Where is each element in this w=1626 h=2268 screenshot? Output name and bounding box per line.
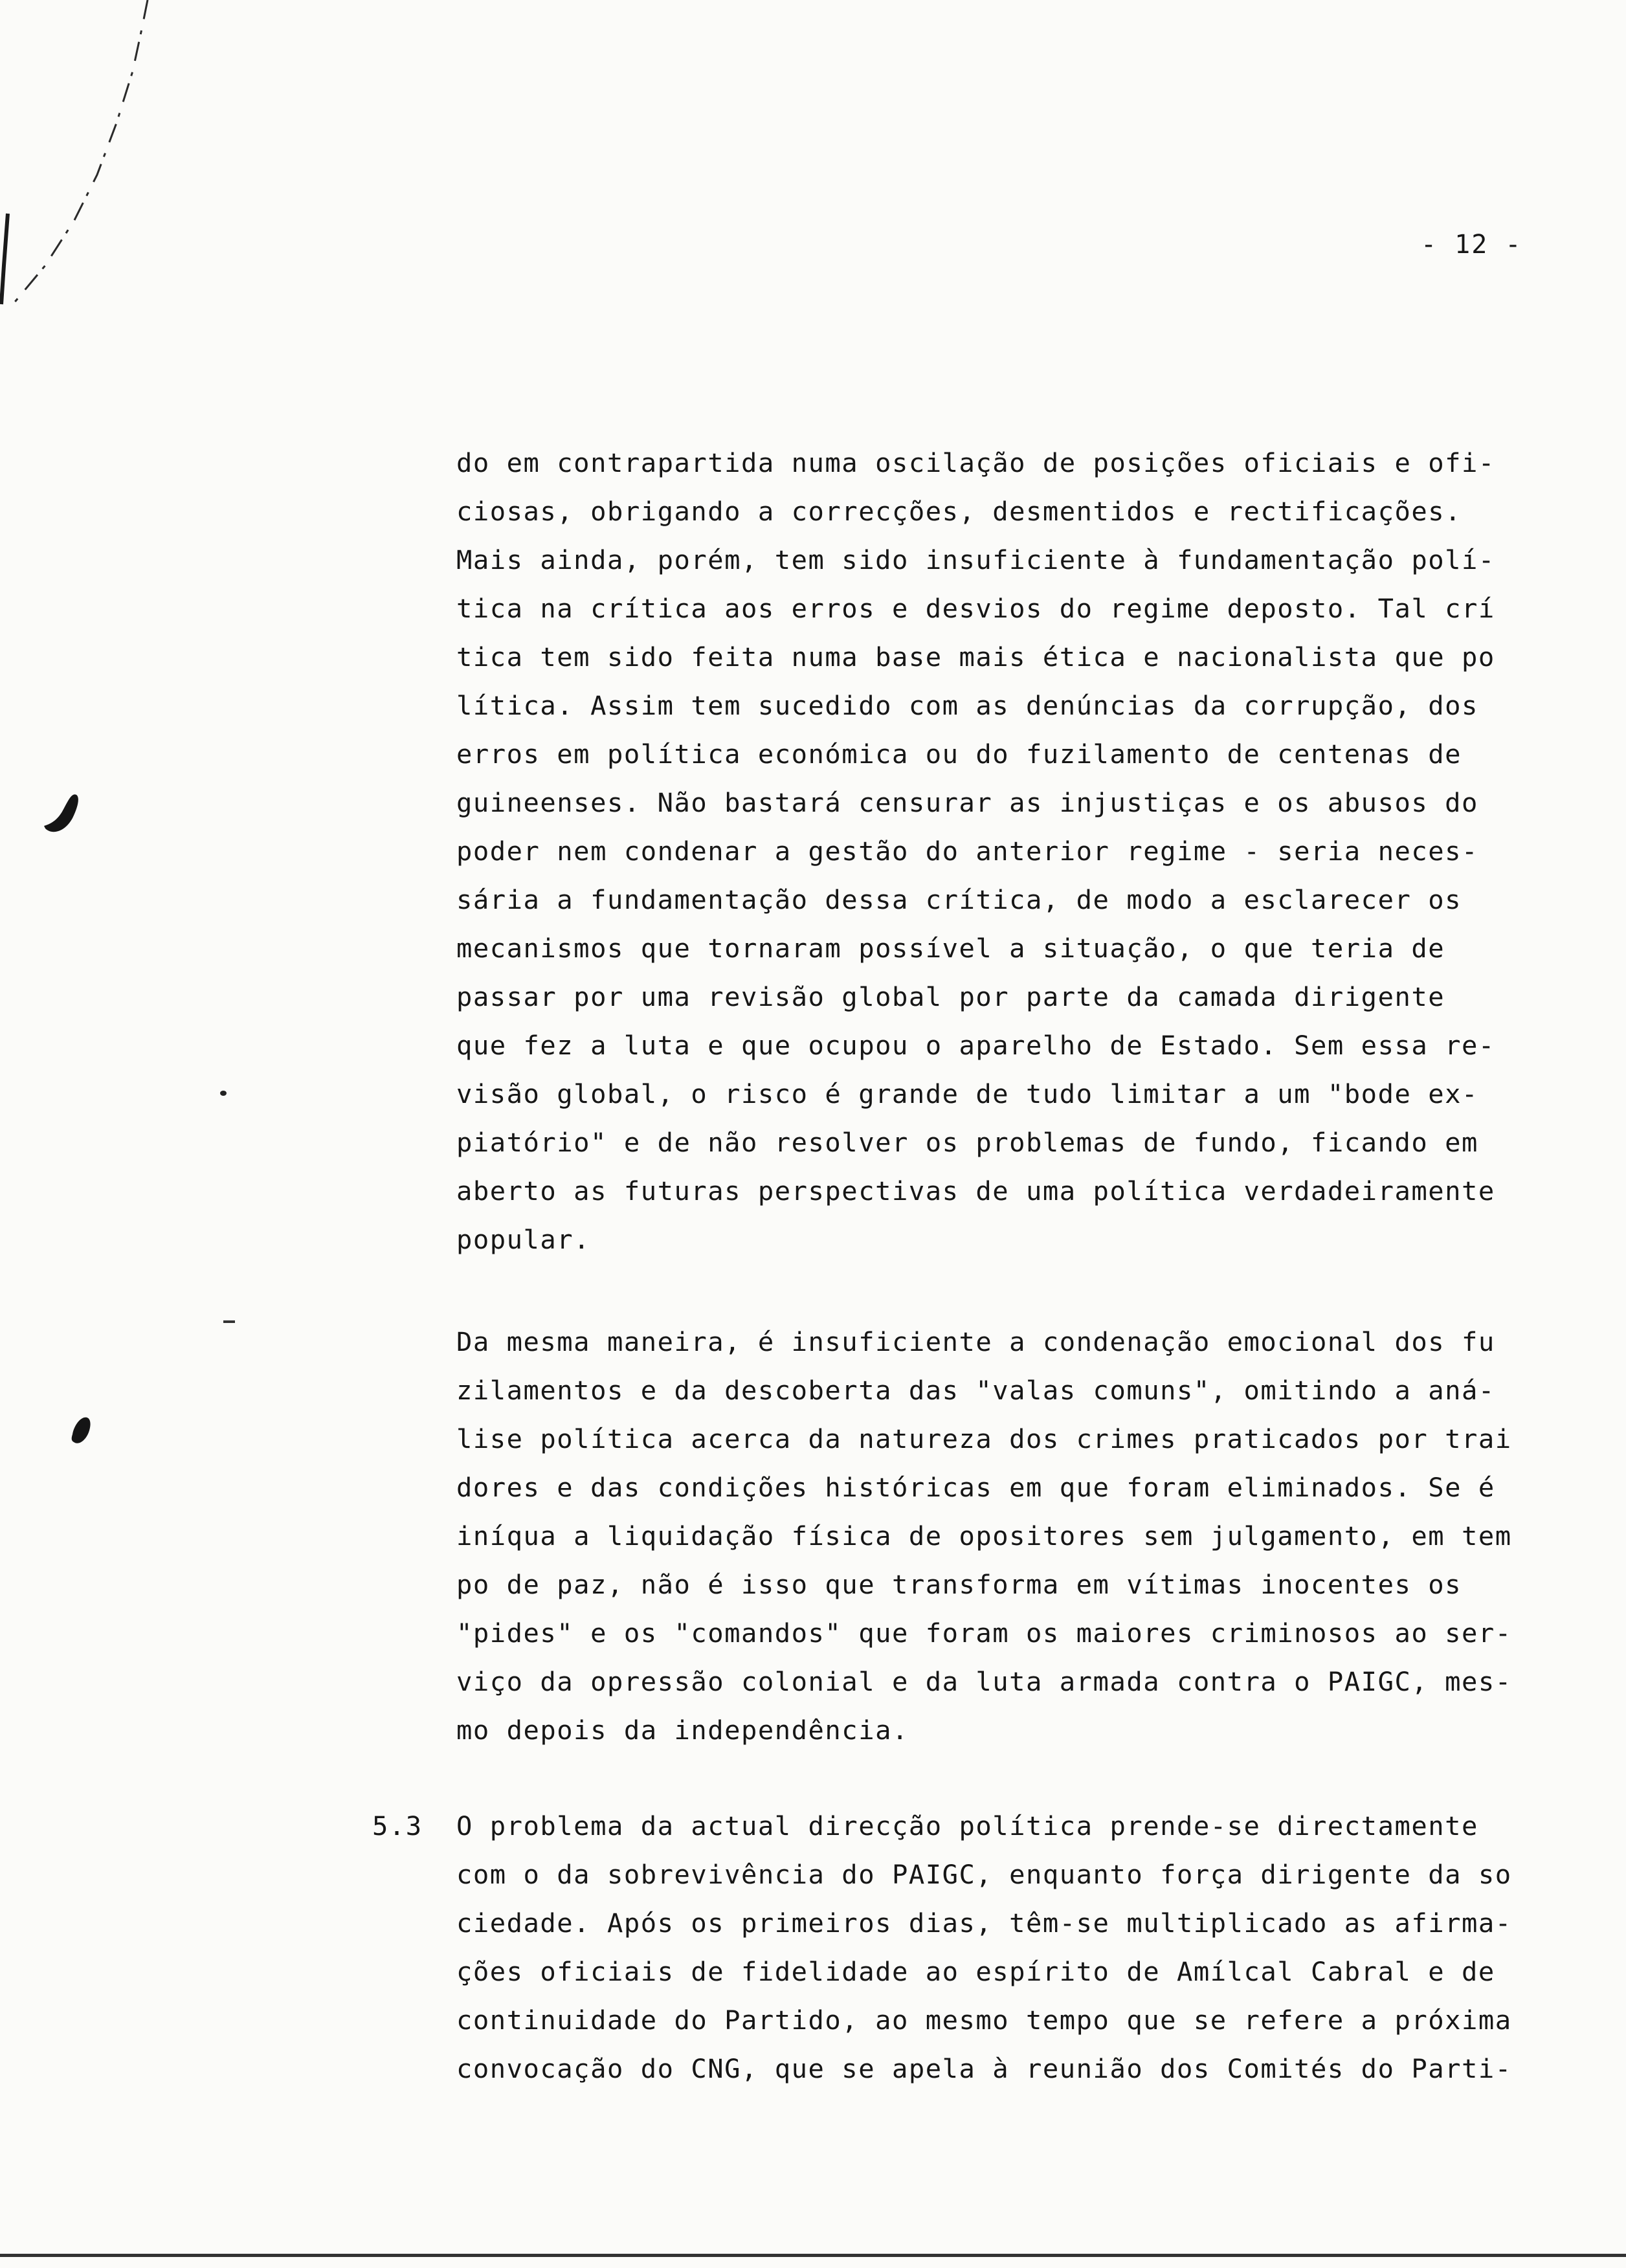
text-line: viço da opressão colonial e da luta armada contra o PAIGC, mes- bbox=[456, 1666, 1512, 1697]
text-line: continuidade do Partido, ao mesmo tempo que se refere a próxima bbox=[456, 2005, 1512, 2036]
page-number: - 12 - bbox=[1421, 230, 1522, 260]
text-line: "pides" e os "comandos" que foram os maiores criminosos ao ser- bbox=[456, 1618, 1512, 1649]
text-line: guineenses. Não bastará censurar as injustiças e os abusos do bbox=[456, 787, 1478, 818]
ink-blot-mark bbox=[65, 1411, 97, 1450]
text-line: do em contrapartida numa oscilação de posições oficiais e ofi- bbox=[456, 447, 1495, 478]
paragraph-1 bbox=[456, 439, 1495, 1264]
scan-dash bbox=[223, 1320, 235, 1323]
text-line: piatório" e de não resolver os problemas de fundo, ficando em bbox=[456, 1127, 1478, 1158]
paragraph-3 bbox=[456, 1802, 1512, 2093]
section-number: 5.3 bbox=[372, 1810, 423, 1841]
bottom-scan-edge bbox=[0, 2254, 1626, 2257]
text-line: O problema da actual direcção política prende-se directamente bbox=[456, 1810, 1478, 1841]
text-line: que fez a luta e que ocupou o aparelho de Estado. Sem essa re- bbox=[456, 1030, 1495, 1061]
ink-blot-mark bbox=[39, 790, 84, 841]
text-line: passar por uma revisão global por parte da camada dirigente bbox=[456, 981, 1445, 1012]
text-line: lise política acerca da natureza dos crimes praticados por trai bbox=[456, 1423, 1512, 1454]
scan-speck bbox=[220, 1091, 227, 1096]
text-line: aberto as futuras perspectivas de uma política verdadeiramente bbox=[456, 1175, 1495, 1206]
text-line: iníqua a liquidação física de opositores sem julgamento, em tem bbox=[456, 1520, 1512, 1551]
text-line: Da mesma maneira, é insuficiente a condenação emocional dos fu bbox=[456, 1326, 1495, 1357]
text-line: dores e das condições históricas em que foram eliminados. Se é bbox=[456, 1472, 1495, 1503]
text-line: erros em política económica ou do fuzilamento de centenas de bbox=[456, 739, 1462, 770]
text-line: tica tem sido feita numa base mais ética e nacionalista que po bbox=[456, 641, 1495, 673]
text-line: mecanismos que tornaram possível a situação, o que teria de bbox=[456, 933, 1445, 964]
text-line: convocação do CNG, que se apela à reunião dos Comités do Parti- bbox=[456, 2053, 1512, 2084]
text-line: lítica. Assim tem sucedido com as denúncias da corrupção, dos bbox=[456, 690, 1478, 721]
text-line: ciedade. Após os primeiros dias, têm-se multiplicado as afirma- bbox=[456, 1907, 1512, 1939]
text-line: poder nem condenar a gestão do anterior regime - seria neces- bbox=[456, 836, 1478, 867]
text-line: ções oficiais de fidelidade ao espírito de Amílcal Cabral e de bbox=[456, 1956, 1495, 1987]
text-line: mo depois da independência. bbox=[456, 1715, 909, 1746]
text-line: tica na crítica aos erros e desvios do regime deposto. Tal crí bbox=[456, 593, 1495, 624]
text-line: Mais ainda, porém, tem sido insuficiente à fundamentação polí- bbox=[456, 544, 1495, 575]
text-line: ciosas, obrigando a correcções, desmentidos e rectificações. bbox=[456, 496, 1462, 527]
text-line: visão global, o risco é grande de tudo limitar a um "bode ex- bbox=[456, 1078, 1478, 1109]
margin-pen-stroke bbox=[0, 0, 168, 311]
text-line: sária a fundamentação dessa crítica, de modo a esclarecer os bbox=[456, 884, 1462, 915]
text-line: com o da sobrevivência do PAIGC, enquanto força dirigente da so bbox=[456, 1859, 1512, 1890]
paragraph-2 bbox=[456, 1318, 1512, 1755]
text-line: zilamentos e da descoberta das "valas comuns", omitindo a aná- bbox=[456, 1375, 1495, 1406]
text-line: po de paz, não é isso que transforma em vítimas inocentes os bbox=[456, 1569, 1462, 1600]
text-line: popular. bbox=[456, 1224, 591, 1255]
